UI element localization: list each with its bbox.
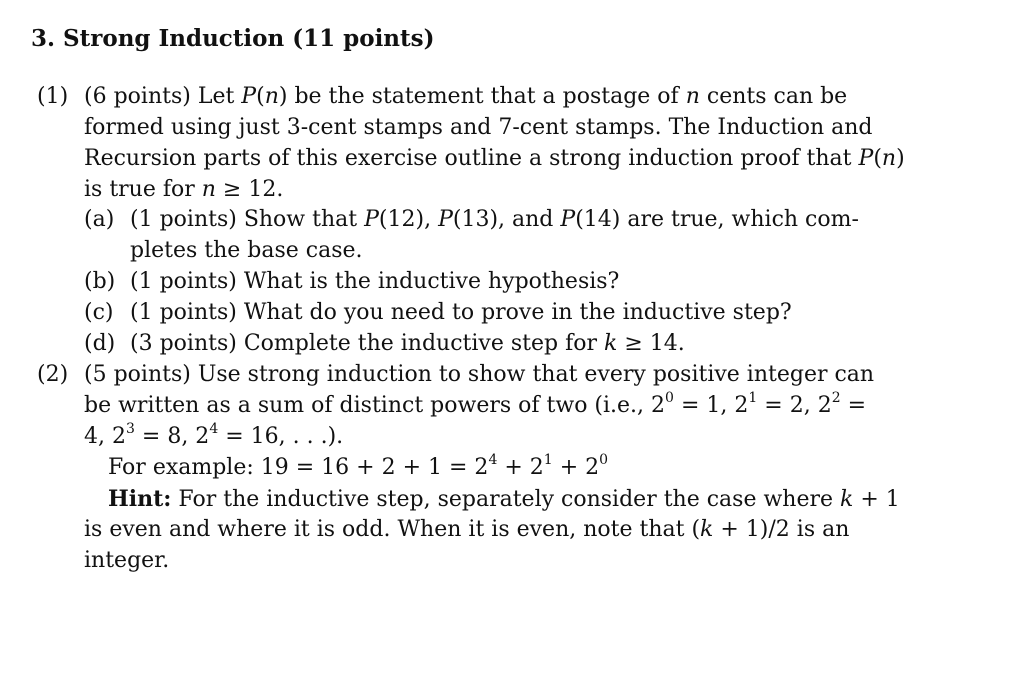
subpart-d-line: [130, 329, 685, 359]
example-text: + 2: [552, 455, 600, 480]
part-1-line-4: [84, 175, 283, 205]
part-1-text: be the statement that a postage of: [287, 84, 686, 109]
var-n: n: [264, 84, 279, 109]
exponent: 0: [665, 389, 674, 406]
part-1-text: Recursion parts of this exercise outline a strong induction proof that: [84, 146, 859, 171]
example-text: + 2: [497, 455, 544, 480]
part-2-text: 4, 2: [84, 424, 126, 449]
exponent: 4: [209, 420, 219, 437]
part-1-line-2: formed using just 3-cent stamps and 7-cent stamps. The Induction and: [84, 115, 873, 140]
hint-text: For the inductive step, separately consider the case where: [171, 487, 841, 512]
part-2-line-1: (5 points) Use strong induction to show that every positive integer can: [84, 362, 875, 387]
hint-text: + 1: [853, 487, 900, 512]
part-1-text: ≥ 12.: [215, 177, 284, 202]
var-n: n: [685, 84, 700, 109]
exponent: 3: [125, 420, 135, 437]
var-P: P: [858, 146, 874, 171]
part-1-text: cents can be: [699, 84, 848, 109]
subpart-a-text: (14) are true, which com-: [575, 207, 859, 232]
subpart-a-line-1: [130, 205, 859, 235]
subpart-a-text: (1 points) Show that: [130, 207, 365, 232]
hint-text: is even and where it is odd. When it is even, note that (: [84, 517, 701, 542]
part-1-text: Let: [197, 84, 242, 109]
hint-label: Hint:: [108, 486, 172, 512]
var-n: n: [881, 146, 897, 171]
var-k: k: [604, 331, 618, 356]
part-2-text: =: [840, 393, 867, 418]
subpart-a-text: (13), and: [452, 207, 561, 232]
subpart-d-label: (d): [84, 331, 116, 356]
example-text: For example: 19 = 16 + 2 + 1 = 2: [108, 455, 489, 480]
hint-line-2: [84, 515, 849, 545]
part-1-label: (1): [37, 84, 69, 109]
part-1-text: is true for: [84, 177, 202, 202]
part-2-line-2: [84, 391, 866, 421]
hint-text: + 1)/2 is an: [713, 517, 850, 542]
var-k: k: [840, 487, 854, 512]
part-2-text: be written as a sum of distinct powers of two (i.e., 2: [84, 393, 666, 418]
subpart-c-label: (c): [84, 300, 114, 325]
exponent: 1: [543, 451, 553, 468]
hint-line-3: integer.: [84, 548, 170, 573]
var-n: n: [201, 177, 216, 202]
subpart-c-text: (1 points) What do you need to prove in the inductive step?: [130, 300, 792, 325]
problem-title: 3. Strong Induction (11 points): [31, 25, 435, 52]
part-1-points: (6 points): [84, 84, 191, 109]
part-2-line-3: [84, 422, 343, 452]
exponent: 1: [748, 389, 758, 406]
part-2-text: = 2, 2: [757, 393, 832, 418]
var-P: P: [438, 207, 453, 232]
subpart-a-text: (12),: [378, 207, 439, 232]
var-P: P: [364, 207, 379, 232]
example-line: [108, 453, 608, 483]
exponent: 4: [488, 451, 498, 468]
part-2-text: = 1, 2: [673, 393, 749, 418]
part-2-text: = 8, 2: [134, 424, 210, 449]
part-2-text: = 16, . . .).: [218, 424, 344, 449]
subpart-b-label: (b): [84, 269, 116, 294]
subpart-d-text: ≥ 14.: [617, 331, 685, 356]
hint-line-1: [108, 484, 900, 515]
exponent: 0: [599, 451, 609, 468]
exponent: 2: [831, 389, 841, 406]
subpart-a-line-2: pletes the base case.: [130, 238, 363, 263]
part-1-line-1: (6 points) Let P(n) be the statement that a postage of n cents can be: [84, 84, 848, 109]
part-2-label: (2): [37, 362, 69, 387]
var-P: P: [560, 207, 576, 232]
subpart-a-label: (a): [84, 207, 115, 232]
subpart-d-text: (3 points) Complete the inductive step for: [130, 331, 604, 356]
subpart-b-text: (1 points) What is the inductive hypothesis?: [130, 269, 620, 294]
var-k: k: [700, 517, 714, 542]
var-P: P: [241, 84, 257, 109]
part-1-line-3: Recursion parts of this exercise outline a strong induction proof that P(n): [84, 146, 905, 171]
